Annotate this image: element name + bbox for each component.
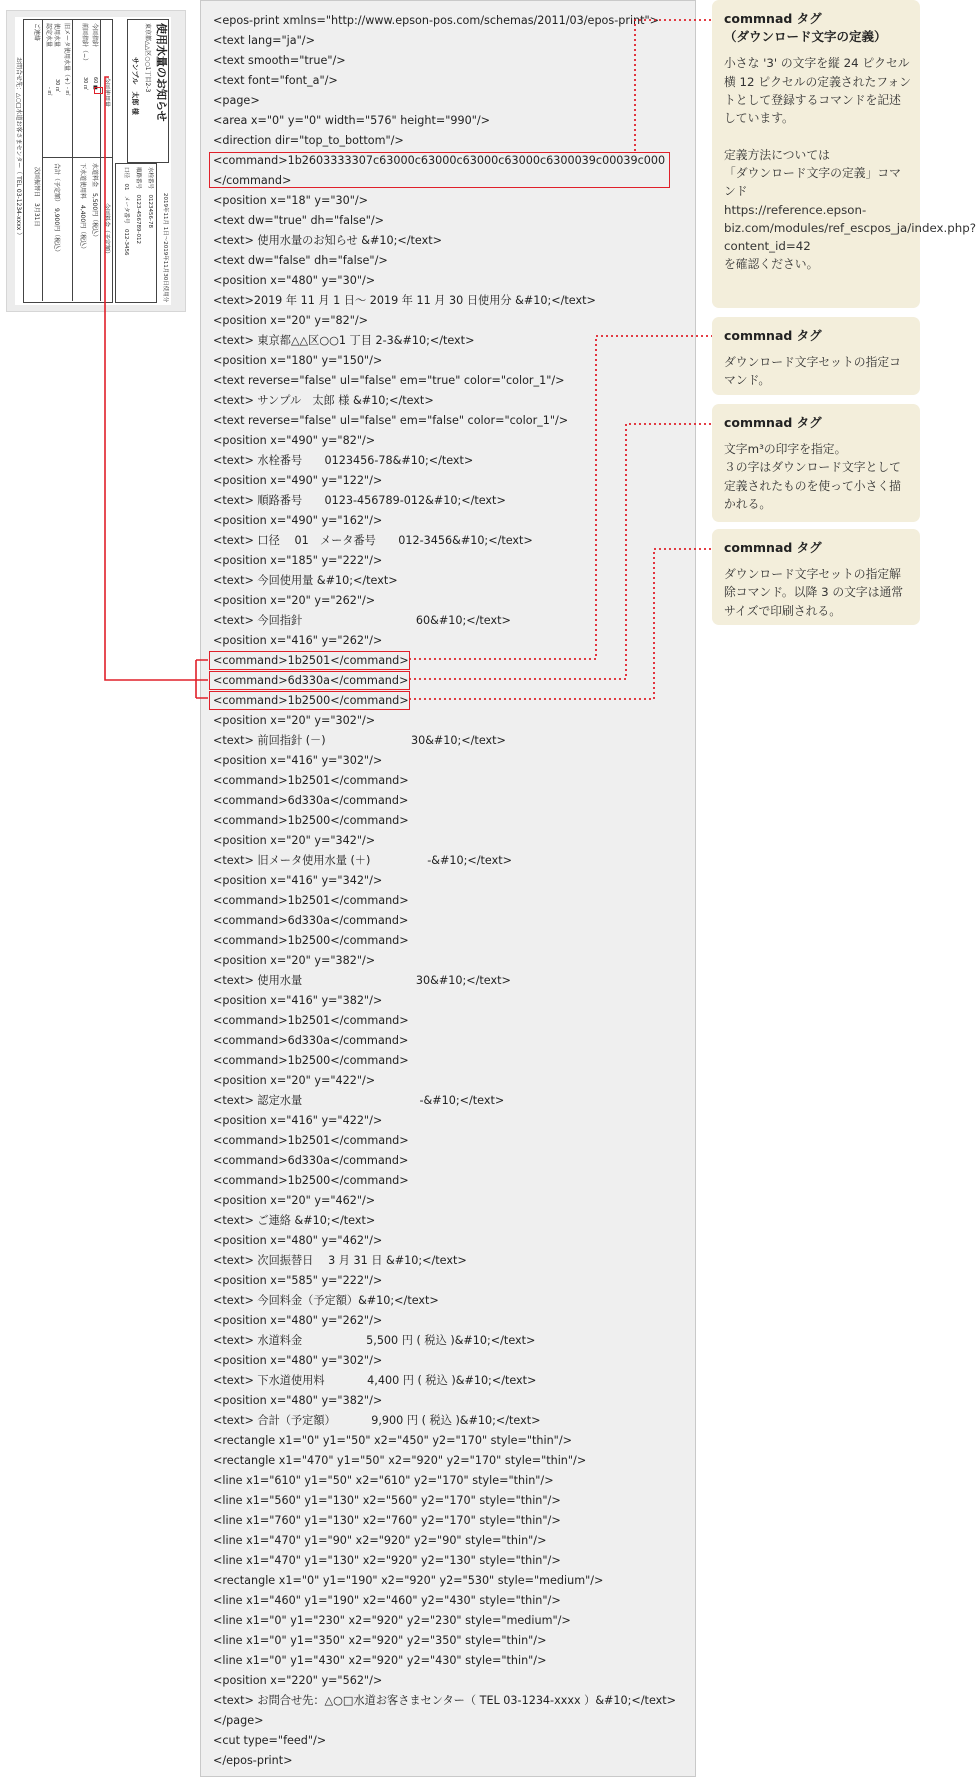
code-line: <command>1b2501</command> [213,1134,409,1147]
code-line: <command>6d330a</command> [213,1154,409,1167]
receipt-address: 東京都△△区○○1丁目2-3 [144,23,151,93]
code-line: <text dw="false" dh="false"/> [213,254,388,267]
receipt-table-rule [100,19,101,301]
callout-body: ダウンロード文字セットの指定コマンド。 [724,355,901,388]
receipt-row-label: 認定水量 [45,23,52,48]
code-line: <rectangle x1="470" y1="50" x2="920" y2="170" style="thin"/> [213,1454,587,1467]
code-line: <text lang="ja"/> [213,34,315,47]
receipt-right-row: 水道料金 5,500円（税込） [91,163,98,241]
code-line: <text dw="true" dh="false"/> [213,214,385,227]
code-line: <text> 東京都△△区○○1 丁目 2-3&#10;</text> [213,334,475,347]
code-line: <command>6d330a</command> [213,794,409,807]
code-line: <cut type="feed"/> [213,1734,327,1747]
code-line: <position x="490" y="122"/> [213,474,383,487]
code-line: <position x="480" y="302"/> [213,1354,383,1367]
callout-download-char-definition [712,0,976,308]
receipt-info-line: 水栓番号 0123456-78 [147,167,153,228]
code-line: <position x="480" y="30"/> [213,274,376,287]
callout-char-set-cancel [712,529,920,625]
code-line: <command>1b2501</command> [213,1014,409,1027]
code-line: <position x="20" y="422"/> [213,1074,376,1087]
code-line: <command>1b2500</command> [213,1054,409,1067]
code-line: <command>6d330a</command> [213,1034,409,1047]
code-line: <text> 順路番号 0123-456789-012&#10;</text> [213,494,506,507]
receipt-row-value: 60 ■ [92,77,98,90]
code-line: <position x="416" y="422"/> [213,1114,383,1127]
receipt-row-value: 30 ㎥ [82,77,88,90]
code-line: <rectangle x1="0" y1="190" x2="920" y2="530" style="medium"/> [213,1574,604,1587]
download-char-marker [94,87,103,94]
code-line: <position x="20" y="82"/> [213,314,368,327]
receipt-preview-rotated [15,17,171,305]
callout-title: commnad タグ [724,540,822,555]
code-line: <line x1="470" y1="130" x2="920" y2="130" style="thin"/> [213,1554,561,1567]
code-line: <text>2019 年 11 月 1 日〜 2019 年 11 月 30 日使用分 &#10;</text> [213,294,596,307]
receipt-table-rule [72,19,73,301]
code-line: <position x="20" y="302"/> [213,714,376,727]
receipt-title: 使用水量のお知らせ [155,23,168,122]
receipt-row-label: 今回使用量 [103,77,110,108]
code-line: <text> 次回振替日 3 月 31 日 &#10;</text> [213,1254,467,1267]
code-line: <command>1b2501</command> [213,774,409,787]
code-line: <epos-print xmlns="http://www.epson-pos.com/schemas/2011/03/epos-print"> [213,14,660,27]
receipt-row-value: 30 ㎥ [54,79,60,92]
receipt-row-value: - ㎥ [46,87,52,96]
code-line: <position x="490" y="82"/> [213,434,376,447]
code-line: <position x="18" y="30"/> [213,194,368,207]
receipt-right-row: 下水道使用料 4,400円（税込） [79,163,86,253]
code-line: <line x1="0" y1="350" x2="920" y2="350" style="thin"/> [213,1634,547,1647]
code-line: <line x1="460" y1="190" x2="460" y2="430" style="thin"/> [213,1594,561,1607]
receipt-period: 2019年11月 1日〜2019年11月30日使用分 [162,193,168,303]
code-line: <line x1="760" y1="130" x2="760" y2="170" style="thin"/> [213,1514,561,1527]
receipt-right-row: 今回料金（予定額） [103,203,110,258]
code-line: <line x1="0" y1="230" x2="920" y2="230" style="medium"/> [213,1614,571,1627]
code-line: <position x="480" y="262"/> [213,1314,383,1327]
code-line: <area x="0" y="0" width="576" height="990"/> [213,114,491,127]
highlight-box-command-define [209,152,670,188]
code-line: <command>1b2501</command> [213,654,409,667]
code-line: <page> [213,94,260,107]
code-line: <command>1b2500</command> [213,814,409,827]
code-line: <position x="20" y="462"/> [213,1194,376,1207]
code-line: <text> 使用水量のお知らせ &#10;</text> [213,234,442,247]
callout-title: commnad タグ [724,328,822,343]
code-line: <text> 旧メータ使用水量 (＋) -&#10;</text> [213,854,512,867]
callout-body: 小さな '3' の文字を縦 24 ピクセル横 12 ピクセルの定義されたフォントとして登録するコマンドを記述しています。 定義方法については 「ダウンロード文字の定義」コマンド https://reference.epson-biz.com/modules/ref_escpos_ja/index.php?content_id=42 を確認ください。 [724,56,976,272]
code-line: <text smooth="true"/> [213,54,346,67]
callout-char-set-select [712,317,920,395]
code-panel [200,0,696,1777]
receipt-row-label: 旧メータ使用水量（+） [63,23,70,89]
receipt-table-divider [43,157,113,158]
code-line: <command>6d330a</command> [213,674,409,687]
receipt-row-value: - ㎥ [64,87,70,96]
code-line: <command>1b2603333307c63000c63000c63000c63000c6300039c00039c000 [213,154,666,167]
code-line: <position x="585" y="222"/> [213,1274,383,1287]
code-line: <position x="416" y="342"/> [213,874,383,887]
code-line: <text> 口径 01 メータ番号 012-3456&#10;</text> [213,534,533,547]
highlight-box-command-1b2500 [209,691,410,710]
highlight-box-command-1b2501 [209,651,410,670]
code-line: <text> 使用水量 30&#10;</text> [213,974,511,987]
code-line: <text reverse="false" ul="false" em="true" color="color_1"/> [213,374,565,387]
code-line: <text> 水栓番号 0123456-78&#10;</text> [213,454,474,467]
code-line: <position x="480" y="462"/> [213,1234,383,1247]
code-line: <position x="20" y="342"/> [213,834,376,847]
code-line: <command>1b2500</command> [213,1174,409,1187]
code-line: <line x1="610" y1="50" x2="610" y2="170" style="thin"/> [213,1474,554,1487]
code-line: </epos-print> [213,1754,293,1767]
receipt-footer: お問合せ先：△○□水道お客さまセンター（ TEL 03-1234-xxxx ） [15,57,22,239]
code-line: <text> 今回使用量 &#10;</text> [213,574,398,587]
highlight-box-command-6d330a [209,671,410,690]
receipt-row-label: 使用水量 [53,23,60,48]
code-line: <text> お問合せ先：△○□水道お客さまセンター（ TEL 03-1234-xxxx ）&#10;</text> [213,1694,677,1707]
receipt-info-line: 順路番号 0123-456789-012 [135,167,141,244]
code-line: <position x="490" y="162"/> [213,514,383,527]
code-line: <position x="480" y="382"/> [213,1394,383,1407]
receipt-row-label: ご連絡 [33,23,40,42]
receipt-next-date: 次回振替日 3月31日 [33,167,40,227]
receipt-right-row: 合計（予定額） 9,900円（税込） [53,163,60,256]
code-line: <position x="180" y="150"/> [213,354,383,367]
code-line: </command> [213,174,292,187]
code-line: <line x1="560" y1="130" x2="560" y2="170" style="thin"/> [213,1494,561,1507]
code-line: <text reverse="false" ul="false" em="false" color="color_1"/> [213,414,569,427]
code-line: <position x="416" y="302"/> [213,754,383,767]
callout-body: 文字m³の印字を指定。 ３の字はダウンロード文字として定義されたものを使って小さく描かれる。 [724,442,901,511]
callout-title: commnad タグ [724,415,822,430]
code-line: <position x="220" y="562"/> [213,1674,383,1687]
code-line: </page> [213,1714,264,1727]
callout-title: commnad タグ （ダウンロード文字の定義） [724,11,887,45]
code-line: <line x1="470" y1="90" x2="920" y2="90" style="thin"/> [213,1534,547,1547]
receipt-table-rule [42,19,43,301]
code-line: <text> 下水道使用料 4,400 円 ( 税込 )&#10;</text> [213,1374,537,1387]
code-line: <command>1b2500</command> [213,694,409,707]
code-line: <text> 水道料金 5,500 円 ( 税込 )&#10;</text> [213,1334,536,1347]
code-line: <direction dir="top_to_bottom"/> [213,134,404,147]
code-line: <line x1="0" y1="430" x2="920" y2="430" style="thin"/> [213,1654,547,1667]
receipt-preview [6,10,186,312]
receipt-customer-name: サンプル 太郎 様 [131,57,139,115]
code-line: <position x="416" y="262"/> [213,634,383,647]
code-line: <text> 合計（予定額） 9,900 円 ( 税込 )&#10;</text> [213,1414,541,1427]
code-line: <text> 前回指針 (－) 30&#10;</text> [213,734,506,747]
code-line: <command>6d330a</command> [213,914,409,927]
code-line: <position x="20" y="382"/> [213,954,376,967]
code-line: <position x="185" y="222"/> [213,554,383,567]
code-line: <position x="20" y="262"/> [213,594,376,607]
code-line: <text> 認定水量 -&#10;</text> [213,1094,505,1107]
code-line: <command>1b2501</command> [213,894,409,907]
code-line: <position x="416" y="382"/> [213,994,383,1007]
code-line: <text font="font_a"/> [213,74,338,87]
receipt-row-label: 前回指針（−） [81,23,88,65]
code-line: <text> サンプル 太郎 様 &#10;</text> [213,394,434,407]
receipt-row-label: 今回指針 [91,23,98,48]
callout-body: ダウンロード文字セットの指定解除コマンド。以降 3 の文字は通常サイズで印刷される。 [724,567,904,618]
code-line: <text> ご連絡 &#10;</text> [213,1214,376,1227]
code-line: <text> 今回指針 60&#10;</text> [213,614,511,627]
code-line: <text> 今回料金（予定額）&#10;</text> [213,1294,439,1307]
receipt-info-line: 口径 01 メータ番号 012-3456 [123,167,129,256]
callout-m3-print [712,404,920,522]
code-line: <rectangle x1="0" y1="50" x2="450" y2="170" style="thin"/> [213,1434,572,1447]
code-line: <command>1b2500</command> [213,934,409,947]
